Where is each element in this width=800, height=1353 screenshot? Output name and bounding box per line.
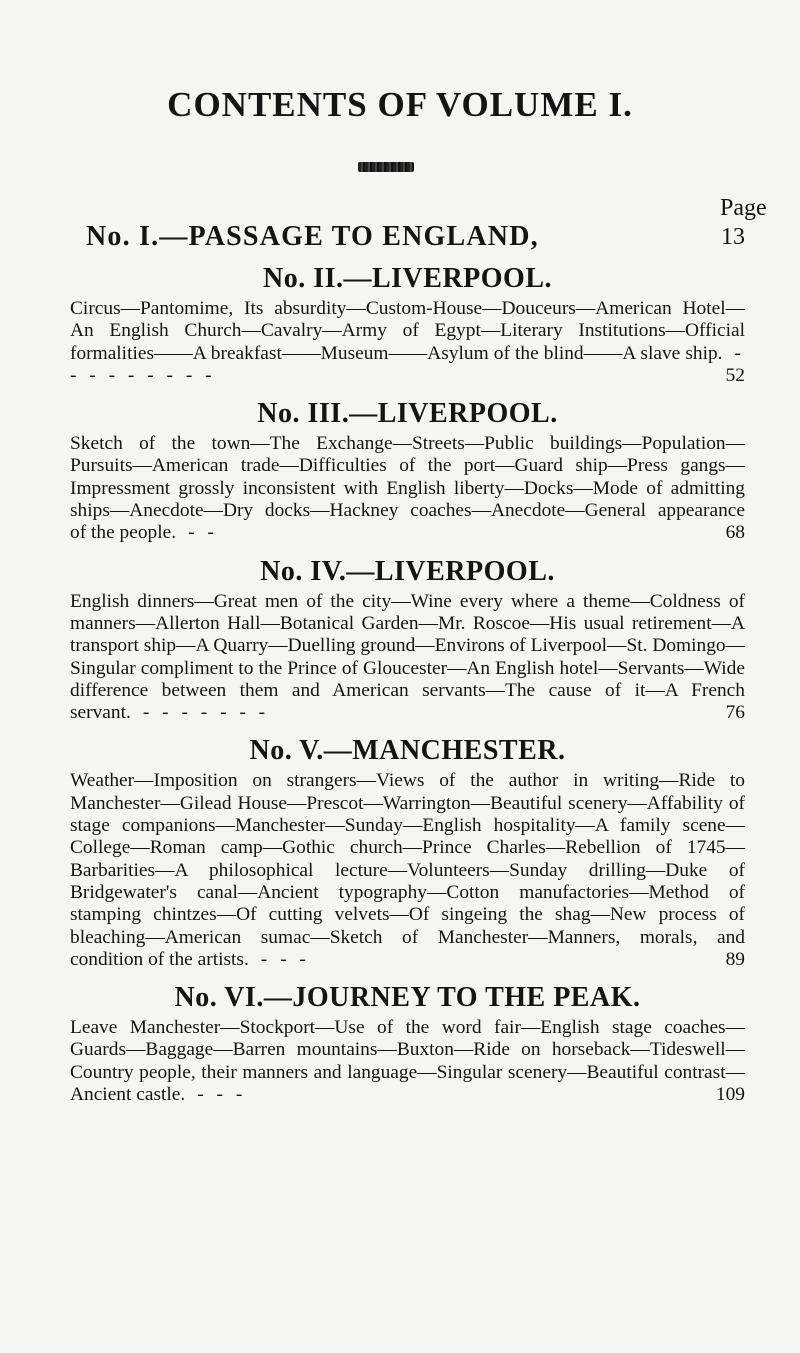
page-column-heading: Page (720, 195, 767, 221)
chapter-entry (70, 220, 745, 254)
chapter-title: No. V.—MANCHESTER. (249, 735, 566, 767)
chapter-entry (70, 981, 745, 1106)
summary-text: English dinners—Great men of the city—Wine every where a theme—Coldness of manners—Allerton Hall—Botanical Garden—Mr. Roscoe—His usual retirement—A transport ship—A Quarry—Duelling ground—Environs of Liverpool—St. Domingo—Singular compliment to the Prince of Gloucester—An English hotel—Servants—Wide difference between them and American servants—The cause of it—A French servant. (70, 590, 745, 724)
chapter-title: No. III.—LIVERPOOL. (257, 398, 558, 430)
contents-list (70, 220, 745, 1116)
chapter-page-number: 109 (715, 1084, 745, 1106)
chapter-title: No. I.—PASSAGE TO ENGLAND, (86, 221, 539, 252)
chapter-entry (70, 734, 745, 971)
chapter-summary (70, 433, 745, 544)
leader-dots: - - - - - - - (142, 702, 270, 724)
chapter-page-number: 89 (725, 948, 745, 970)
chapter-summary (70, 298, 745, 387)
leader-dots: - - - (197, 1084, 247, 1106)
printer-ornament-icon (358, 162, 414, 172)
summary-text: Weather—Imposition on strangers—Views of the author in writing—Ride to Manchester—Gilead House—Prescot—Warrington—Beautiful scenery—Affability of stage companions—Manchester—Sunday—English hospitality—A family scene—College—Roman camp—Gothic church—Prince Charles—Rebellion of 1745—Barbarities—A philosophical lecture—Volunteers—Sunday drilling—Duke of Bridgewater's canal—Ancient typography—Cotton manufactories—Method of stamping chintzes—Of cutting velvets—Of singeing the shag—New process of bleaching—American sumac—Sketch of Manchester—Manners, morals, and condition of the artists. (70, 770, 745, 970)
chapter-page-number: 68 (725, 522, 745, 544)
chapter-page-number: 13 (721, 224, 745, 250)
chapter-summary (70, 770, 745, 971)
summary-text: Leave Manchester—Stockport—Use of the word fair—English stage coaches—Guards—Baggage—Barren mountains—Buxton—Ride on horseback—Tideswell—Country people, their manners and language—Singular scenery—Beautiful contrast—Ancient castle. (70, 1017, 745, 1106)
chapter-summary (70, 1017, 745, 1106)
chapter-entry (70, 397, 745, 544)
chapter-entry (70, 262, 745, 387)
page-title: CONTENTS OF VOLUME I. (167, 85, 633, 124)
chapter-page-number: 76 (725, 702, 745, 724)
chapter-summary (70, 591, 745, 725)
chapter-title: No. II.—LIVERPOOL. (262, 263, 553, 294)
leader-dots: - - - - - - - - - (70, 342, 745, 386)
leader-dots: - - (188, 522, 218, 544)
summary-text: Circus—Pantomime, Its absurdity—Custom-House—Douceurs—American Hotel—An English Church—Cavalry—Army of Egypt—Literary Institutions—Official formalities——A breakfast——Museum——Asylum of the blind——A slave ship. (70, 298, 745, 364)
leader-dots: - - - (260, 948, 310, 970)
chapter-title: No. IV.—LIVERPOOL. (260, 555, 555, 587)
summary-text: Sketch of the town—The Exchange—Streets—Public buildings—Population—Pursuits—American trade—Difficulties of the port—Guard ship—Press gangs—Impressment grossly inconsistent with English liberty—Docks—Mode of admitting ships—Anecdote—Dry docks—Hackney coaches—Anecdote—General appearance of the people. (70, 433, 745, 544)
chapter-entry (70, 555, 745, 725)
chapter-page-number: 52 (725, 364, 745, 386)
chapter-title: No. VI.—JOURNEY TO THE PEAK. (174, 982, 641, 1014)
